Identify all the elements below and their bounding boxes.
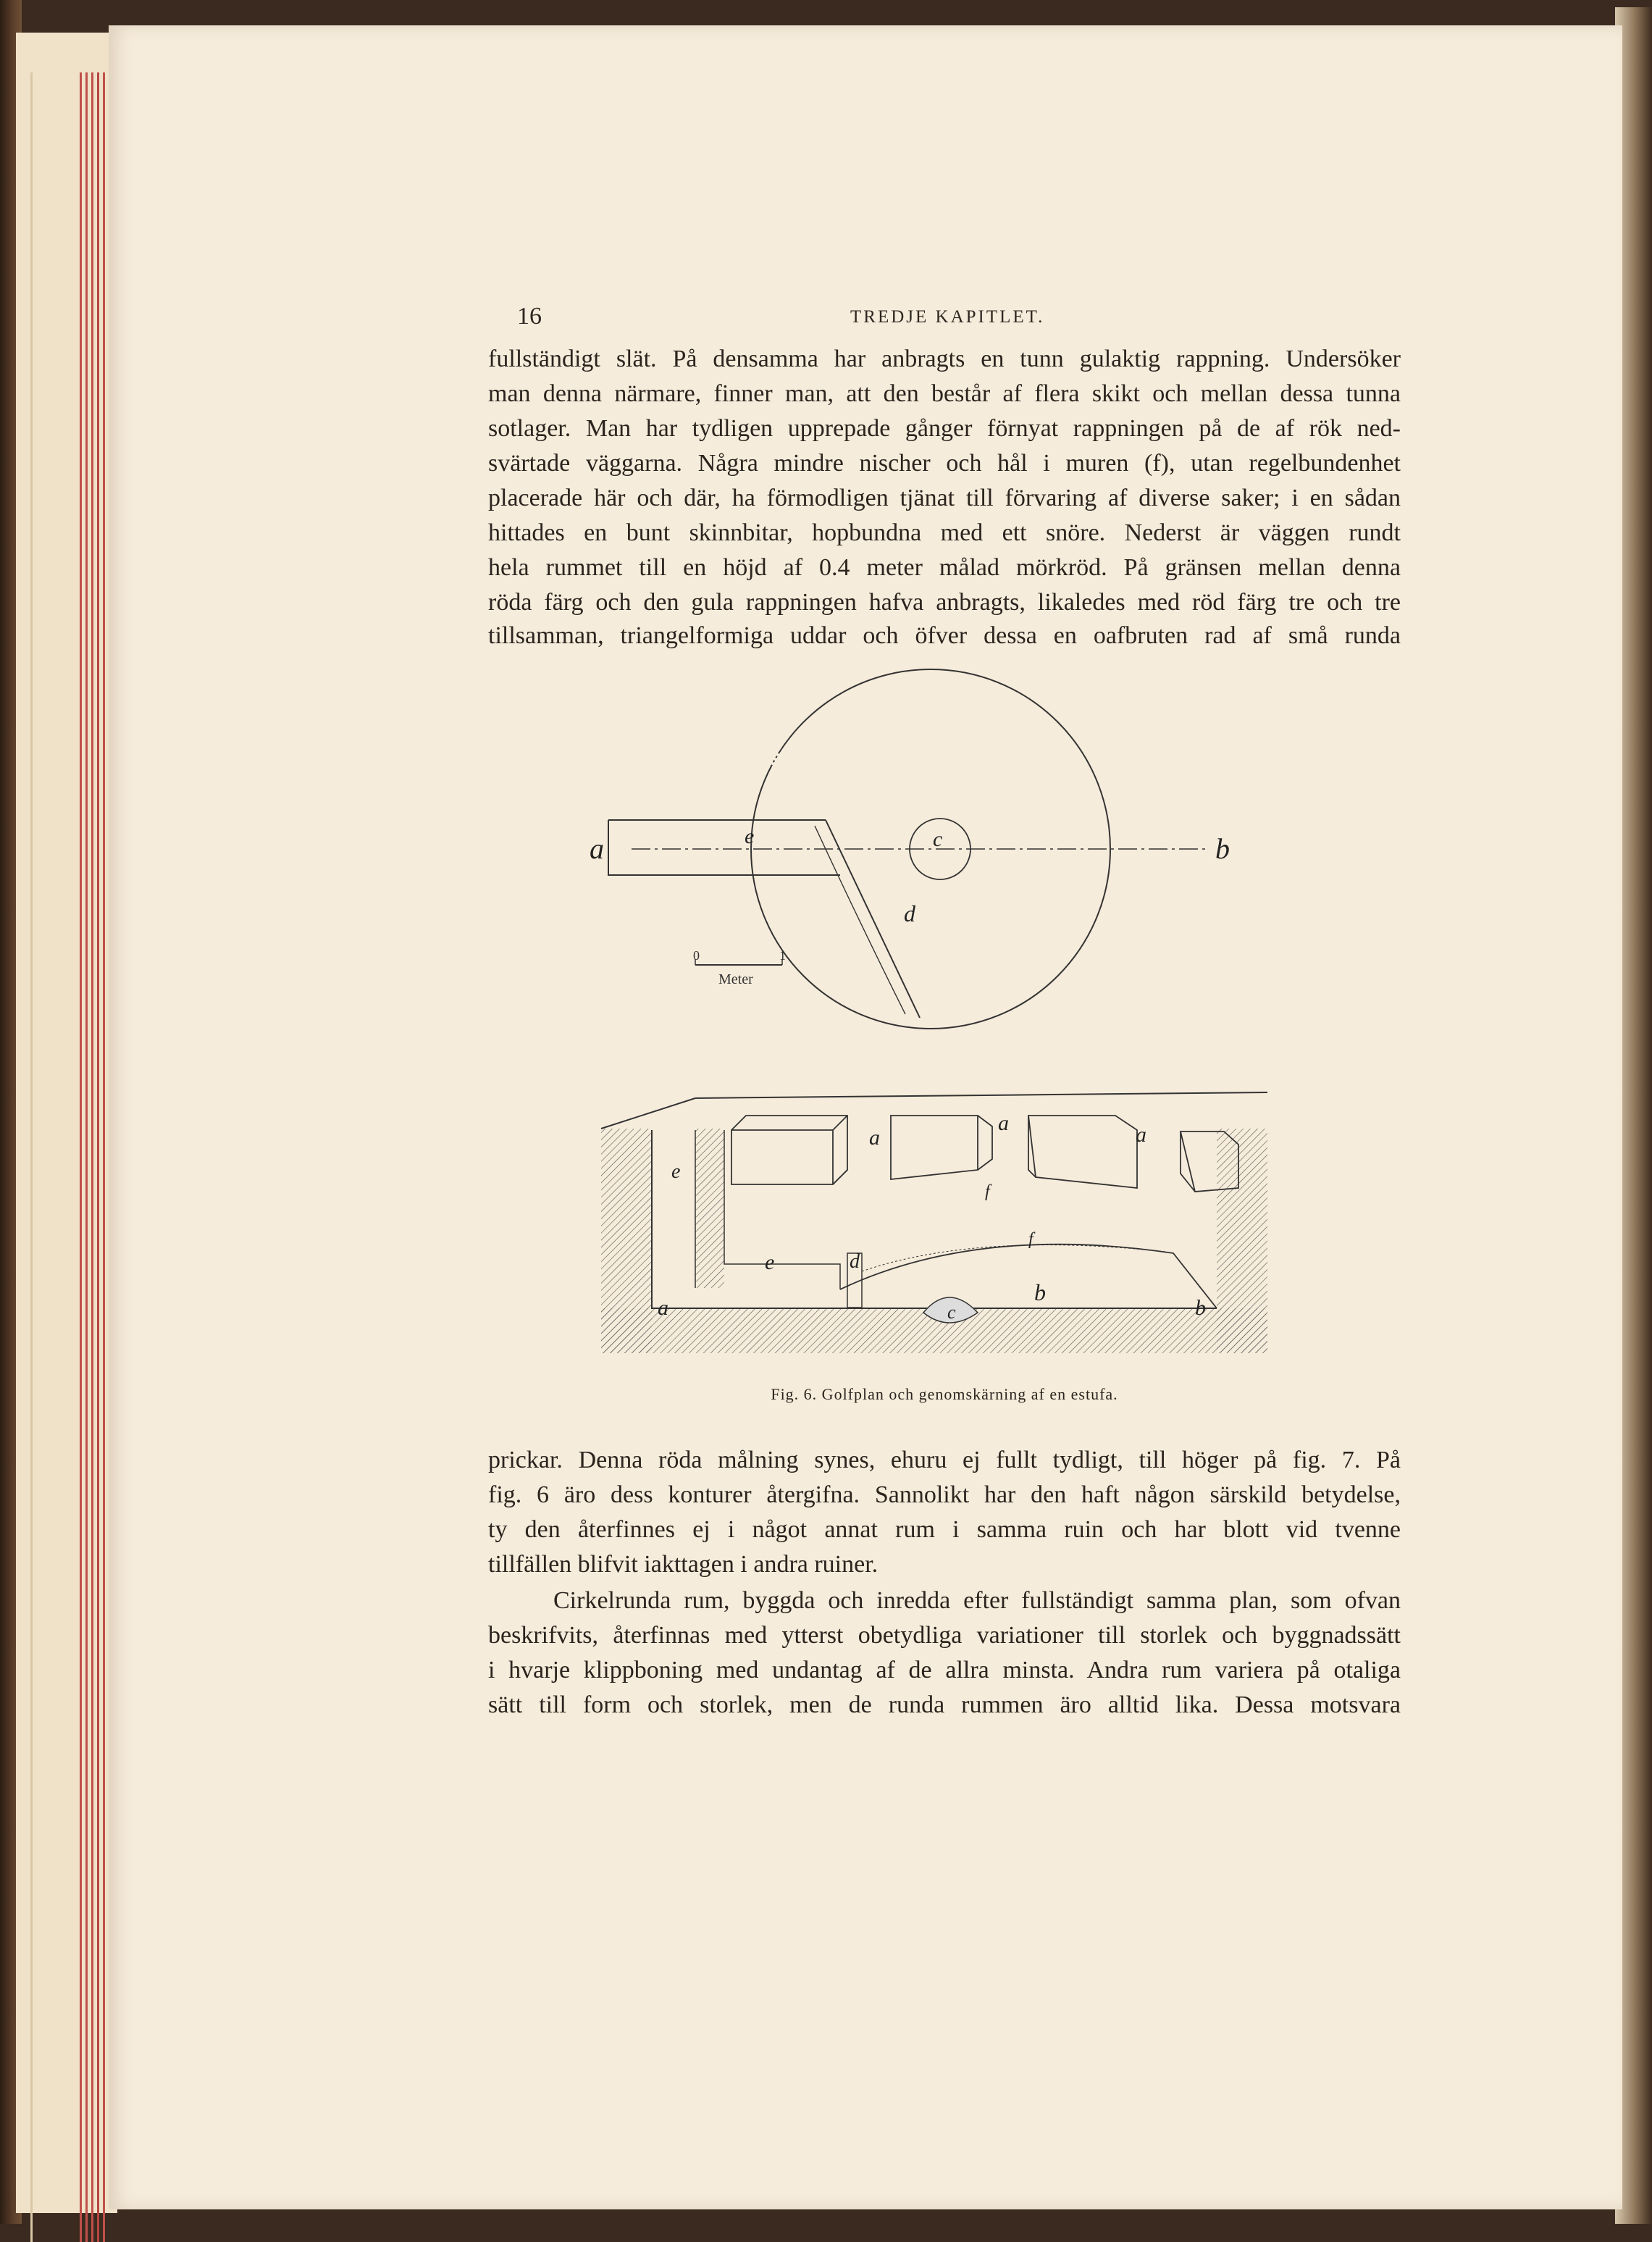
- section-label-a-corner: a: [658, 1296, 668, 1320]
- scale-bar: [695, 959, 782, 965]
- text-line: sotlager. Man har tydligen upprepade gånger förnyat rappningen på de af rök ned-: [488, 415, 1401, 442]
- plan-label-e: e: [745, 824, 755, 848]
- text-line: sätt till form och storlek, men de runda rummen äro alltid lika. Dessa motsvara: [488, 1691, 1401, 1718]
- section-label-a-left: a: [869, 1126, 880, 1150]
- chapter-title: TREDJE KAPITLET.: [850, 307, 1045, 327]
- text-line: Cirkelrunda rum, byggda och inredda efter fullständigt samma plan, som ofvan: [553, 1587, 1401, 1614]
- text-line: beskrifvits, återfinnas med ytterst obetydliga variationer till storlek och byggnadssätt: [488, 1622, 1401, 1649]
- section-label-e-upper: e: [671, 1160, 681, 1183]
- roof-arch: [840, 1245, 1217, 1308]
- plan-label-a: a: [590, 832, 604, 865]
- text-line: tillsamman, triangelformiga uddar och öfver dessa en oafbruten rad af små runda: [488, 622, 1401, 649]
- text-line: man denna närmare, finner man, att den består af flera skikt och mellan dessa tunna: [488, 380, 1401, 407]
- text-line: röda färg och den gula rappningen hafva anbragts, likaledes med röd färg tre och tre: [488, 589, 1401, 616]
- ground-right: [1217, 1129, 1267, 1353]
- ground-inner-left: [695, 1129, 724, 1288]
- text-line: fullständigt slät. På densamma har anbragts en tunn gulaktig rappning. Undersöker: [488, 346, 1401, 372]
- section-label-a-right: a: [1136, 1123, 1146, 1147]
- text-line: placerade här och där, ha förmodligen tjänat till förvaring af diverse saker; i en sådan: [488, 485, 1401, 511]
- section-label-d: d: [850, 1250, 860, 1273]
- page-stack-left: [16, 33, 117, 2213]
- text-line: svärtade väggarna. Några mindre nischer och hål i muren (f), utan regelbundenhet: [488, 450, 1401, 477]
- cross-section: [601, 1092, 1267, 1353]
- passage-bottom: [608, 820, 840, 875]
- figure-caption: Fig. 6. Golfplan och genomskärning af en estufa.: [771, 1385, 1118, 1403]
- deflector-wall-inner: [815, 826, 905, 1014]
- scale-unit: Meter: [718, 971, 753, 987]
- text-line: hela rummet till en höjd af 0.4 meter målad mörkröd. På gränsen mellan denna: [488, 554, 1401, 581]
- figure-drawing: [590, 652, 1296, 1384]
- plan-label-b: b: [1215, 832, 1230, 865]
- section-label-b: b: [1034, 1279, 1046, 1305]
- plan-label-c: c: [933, 827, 943, 851]
- text-line: hittades en bunt skinnbitar, hopbundna med ett snöre. Nederst är väggen rundt: [488, 519, 1401, 546]
- section-label-f-upper: f: [985, 1182, 990, 1201]
- page-number: 16: [517, 303, 542, 330]
- section-label-b-corner: b: [1195, 1296, 1206, 1320]
- running-head: [517, 303, 1401, 332]
- section-label-f-lower: f: [1028, 1230, 1033, 1249]
- text-line: tillfällen blifvit iakttagen i andra ruiner.: [488, 1551, 879, 1578]
- text-line: ty den återfinnes ej i något annat rum i samma ruin och har blott vid tvenne: [488, 1516, 1401, 1543]
- text-line: i hvarje klippboning med undantag af de allra minsta. Andra rum variera på otaliga: [488, 1657, 1401, 1683]
- scale-end: 1: [779, 948, 786, 963]
- section-label-e-lower: e: [765, 1250, 775, 1274]
- wall-blocks: [731, 1116, 1238, 1192]
- scale-start: 0: [693, 948, 700, 963]
- text-line: fig. 6 äro dess konturer återgifna. Sannolikt har den haft någon särskild betydelse,: [488, 1481, 1401, 1508]
- section-label-a-mid: a: [998, 1111, 1009, 1135]
- figure-6: [590, 652, 1296, 1384]
- plan-label-d: d: [904, 900, 915, 927]
- text-line: prickar. Denna röda målning synes, ehuru ej fullt tydligt, till höger på fig. 7. På: [488, 1447, 1401, 1473]
- section-label-c: c: [947, 1302, 956, 1323]
- floor-plan: [608, 669, 1206, 1029]
